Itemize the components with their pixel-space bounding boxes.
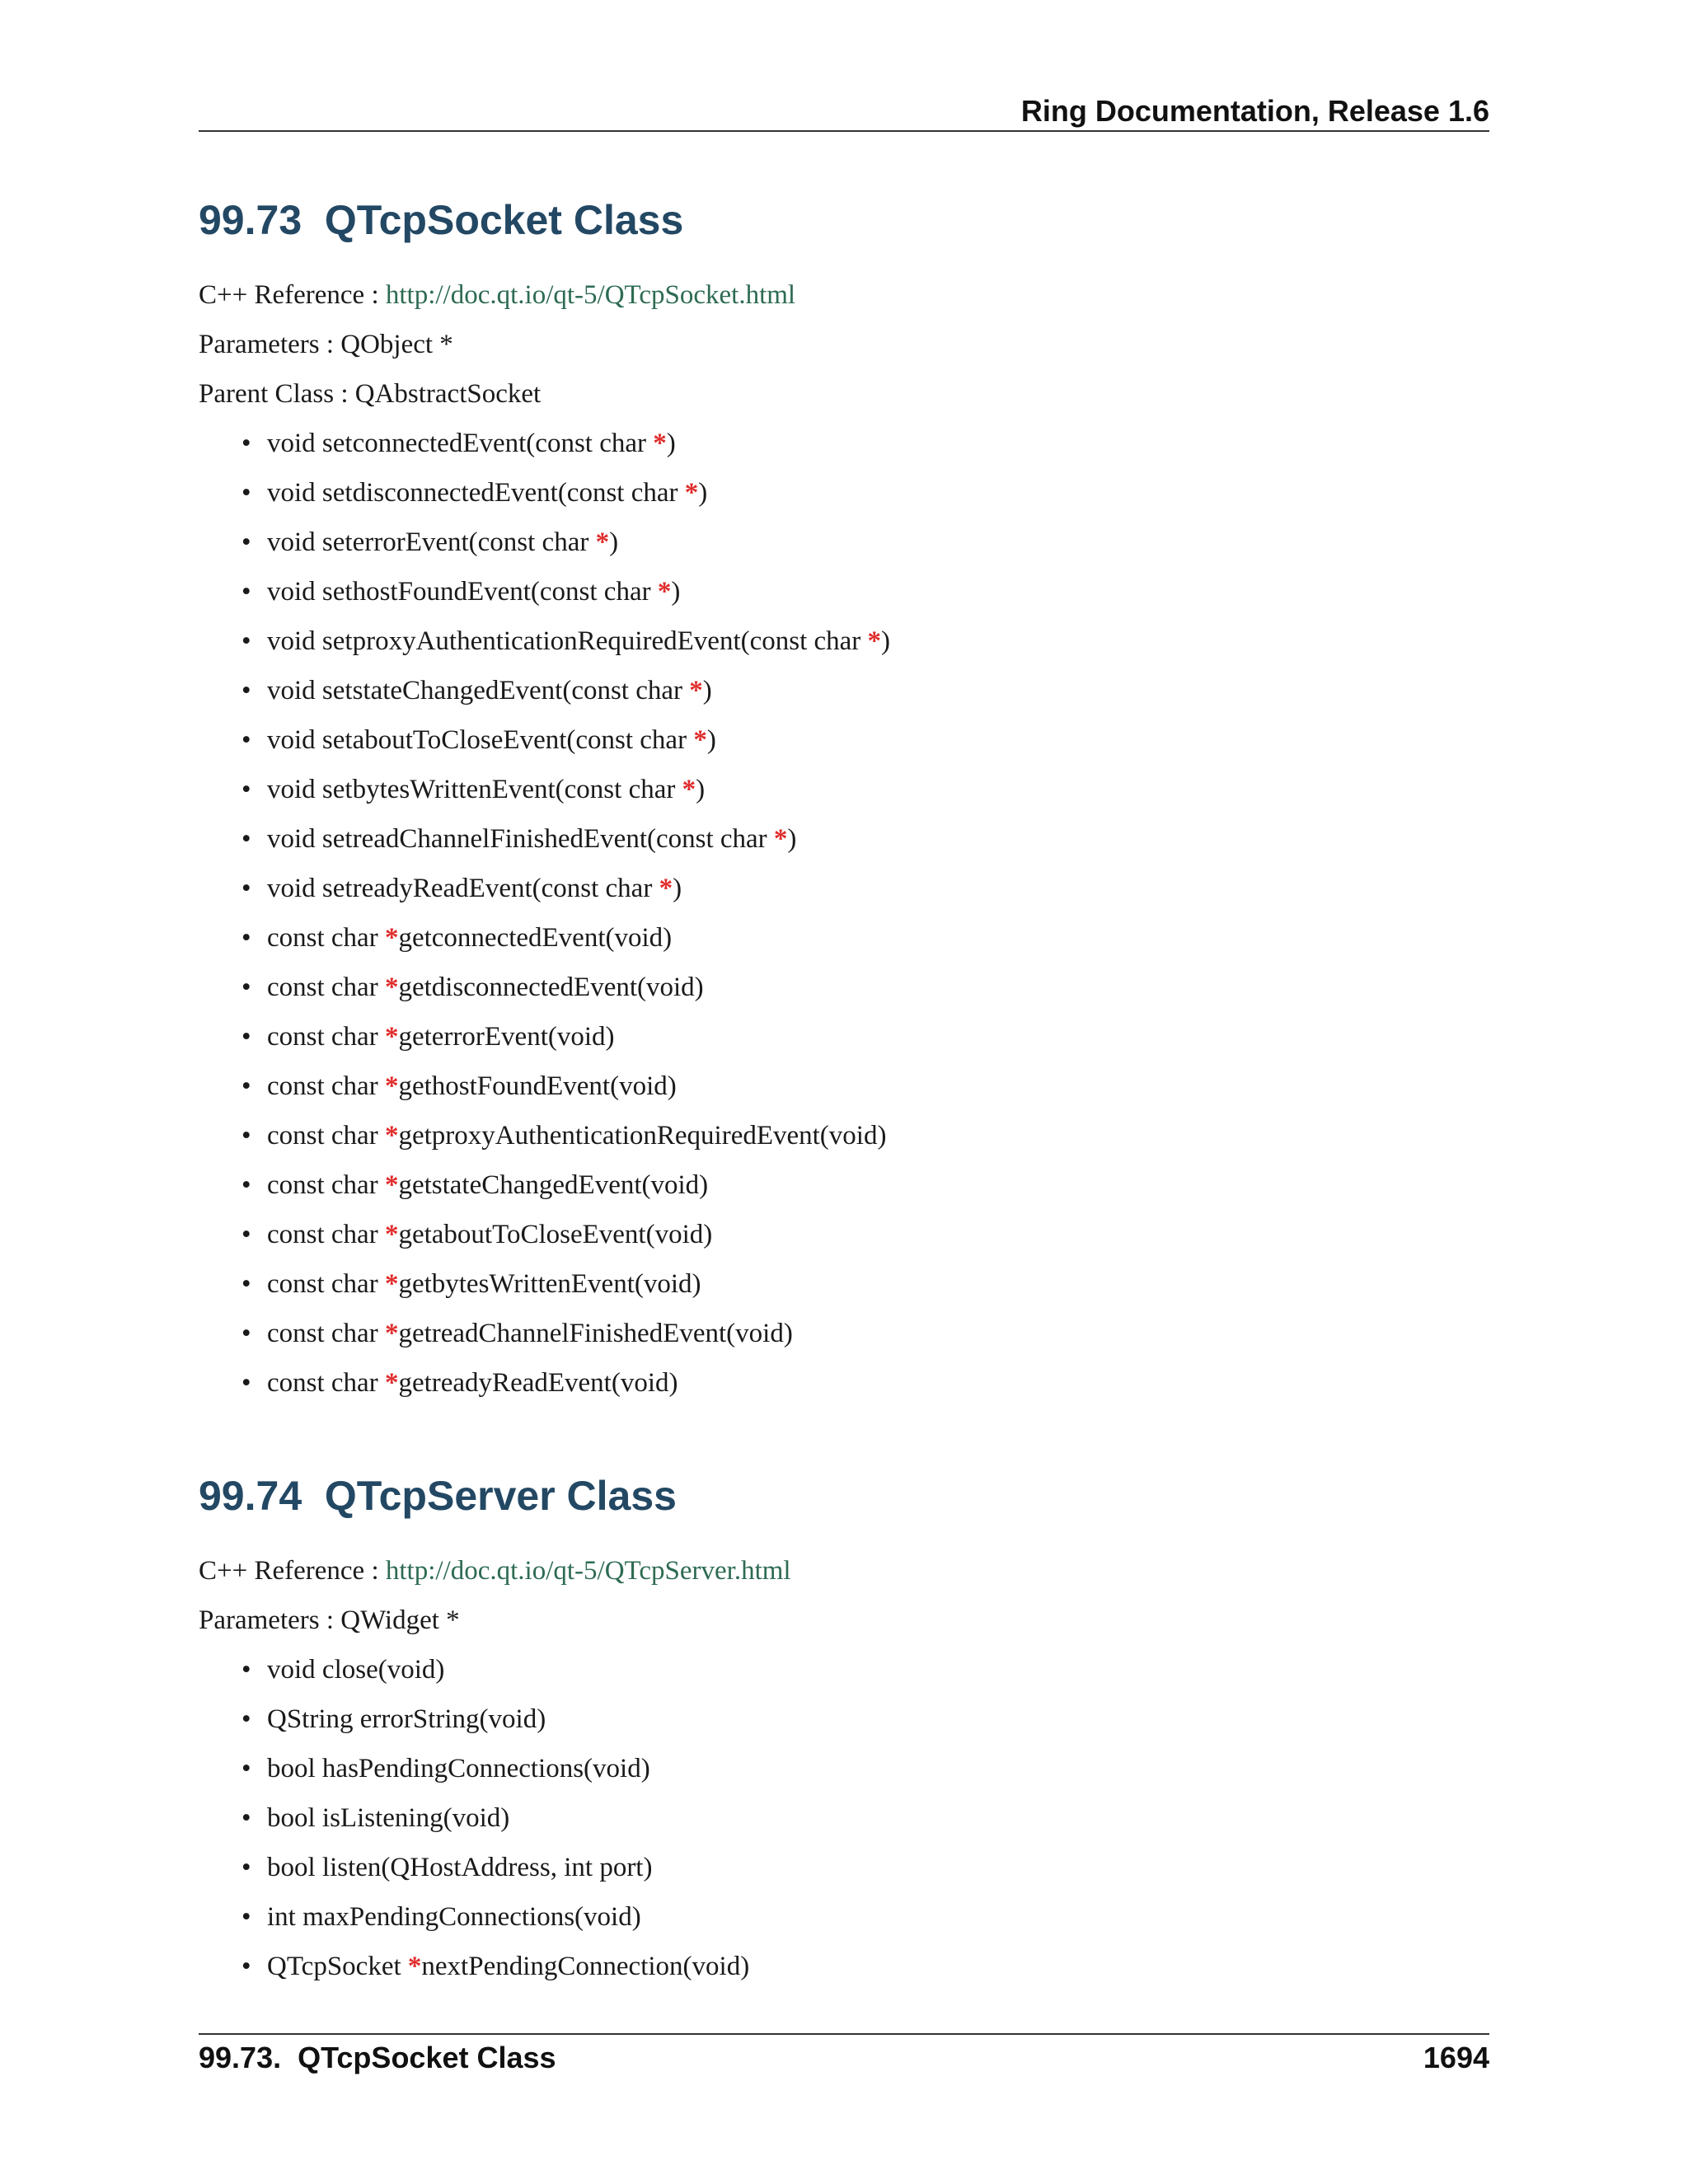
method-text: )	[702, 676, 712, 705]
pointer-asterisk: *	[384, 1170, 399, 1200]
method-item	[199, 1358, 1489, 1408]
cpp-reference	[199, 270, 1489, 320]
pointer-asterisk: *	[773, 824, 788, 854]
method-text: getaboutToCloseEvent(void)	[398, 1220, 713, 1249]
method-item	[199, 1744, 1489, 1793]
bullet-icon: •	[241, 429, 251, 458]
cpp-reference-link[interactable]: http://doc.qt.io/qt-5/QTcpSocket.html	[385, 280, 796, 310]
method-text: )	[698, 478, 708, 508]
bullet-icon: •	[241, 1022, 251, 1052]
method-text: )	[673, 874, 682, 903]
bullet-icon: •	[241, 1170, 251, 1200]
bullet-icon: •	[241, 824, 251, 854]
section-heading: 99.74 QTcpServer Class	[199, 1473, 677, 1519]
method-item	[199, 715, 1489, 765]
method-list	[199, 1645, 1489, 1991]
pointer-asterisk: *	[384, 923, 399, 953]
method-text: )	[787, 824, 797, 854]
method-item	[199, 1645, 1489, 1694]
method-item	[199, 1160, 1489, 1210]
method-item	[199, 1892, 1489, 1942]
method-text: void setbytesWrittenEvent(const char	[267, 775, 682, 804]
method-text: int maxPendingConnections(void)	[267, 1902, 641, 1932]
method-text: getstateChangedEvent(void)	[398, 1170, 709, 1200]
method-text: )	[696, 775, 706, 804]
section-qtcpserver	[199, 1467, 1489, 1991]
method-text: QString errorString(void)	[267, 1704, 546, 1734]
bullet-icon: •	[241, 527, 251, 557]
bullet-icon: •	[241, 577, 251, 607]
pointer-asterisk: *	[407, 1952, 422, 1981]
pointer-asterisk: *	[653, 429, 667, 458]
bullet-icon: •	[241, 478, 251, 508]
method-item	[199, 1259, 1489, 1309]
method-text: void seterrorEvent(const char	[267, 527, 596, 557]
method-item	[199, 963, 1489, 1012]
method-text: bool hasPendingConnections(void)	[267, 1754, 650, 1783]
method-text: getbytesWrittenEvent(void)	[398, 1269, 701, 1299]
method-text: QTcpSocket	[267, 1952, 408, 1981]
method-text: void setaboutToCloseEvent(const char	[267, 725, 694, 755]
method-item	[199, 1111, 1489, 1160]
pointer-asterisk: *	[384, 1220, 399, 1249]
method-text: getproxyAuthenticationRequiredEvent(void)	[398, 1121, 887, 1151]
method-item	[199, 1012, 1489, 1062]
method-text: void setreadChannelFinishedEvent(const char	[267, 824, 774, 854]
bullet-icon: •	[241, 1220, 251, 1249]
pointer-asterisk: *	[659, 874, 673, 903]
method-text: void setproxyAuthenticationRequiredEvent(const char	[267, 626, 868, 656]
method-item	[199, 666, 1489, 715]
method-item	[199, 419, 1489, 468]
method-text: void close(void)	[267, 1655, 445, 1685]
bullet-icon: •	[241, 1071, 251, 1101]
method-text: )	[706, 725, 716, 755]
method-item	[199, 468, 1489, 518]
method-text: )	[609, 527, 619, 557]
method-item	[199, 913, 1489, 963]
method-item	[199, 1843, 1489, 1892]
bullet-icon: •	[241, 972, 251, 1002]
method-text: getreadyReadEvent(void)	[398, 1368, 678, 1398]
pointer-asterisk: *	[384, 1071, 399, 1101]
method-text: void sethostFoundEvent(const char	[267, 577, 658, 607]
bullet-icon: •	[241, 874, 251, 903]
bullet-icon: •	[241, 1704, 251, 1734]
pointer-asterisk: *	[384, 1319, 399, 1348]
pointer-asterisk: *	[684, 478, 699, 508]
pointer-asterisk: *	[384, 972, 399, 1002]
method-text: nextPendingConnection(void)	[421, 1952, 750, 1981]
bullet-icon: •	[241, 1368, 251, 1398]
running-header: Ring Documentation, Release 1.6	[1020, 94, 1489, 128]
method-item	[199, 1210, 1489, 1259]
cpp-reference	[199, 1546, 1489, 1596]
pointer-asterisk: *	[657, 577, 672, 607]
method-item	[199, 814, 1489, 864]
method-text: )	[881, 626, 891, 656]
method-item	[199, 518, 1489, 567]
bullet-icon: •	[241, 775, 251, 804]
method-text: geterrorEvent(void)	[398, 1022, 615, 1052]
bullet-icon: •	[241, 626, 251, 656]
pointer-asterisk: *	[384, 1121, 399, 1151]
bullet-icon: •	[241, 1754, 251, 1783]
method-text: )	[671, 577, 681, 607]
method-text: )	[666, 429, 676, 458]
method-text: const char	[267, 972, 385, 1002]
pointer-asterisk: *	[595, 527, 610, 557]
method-text: getdisconnectedEvent(void)	[398, 972, 704, 1002]
footer-rule	[199, 2033, 1489, 2035]
method-text: void setreadyReadEvent(const char	[267, 874, 659, 903]
method-text: const char	[267, 1319, 385, 1348]
method-item	[199, 1942, 1489, 1991]
method-text: const char	[267, 1022, 385, 1052]
parameters-line: Parameters : QWidget *	[199, 1605, 460, 1635]
cpp-reference-label: C++ Reference :	[199, 280, 386, 310]
parent-class-line: Parent Class : QAbstractSocket	[199, 379, 542, 409]
method-text: bool listen(QHostAddress, int port)	[267, 1853, 653, 1882]
page-number: 1694	[1423, 2041, 1489, 2074]
bullet-icon: •	[241, 1902, 251, 1932]
pointer-asterisk: *	[384, 1368, 399, 1398]
method-text: const char	[267, 923, 385, 953]
method-text: getreadChannelFinishedEvent(void)	[398, 1319, 793, 1348]
method-text: const char	[267, 1368, 385, 1398]
method-text: const char	[267, 1220, 385, 1249]
method-item	[199, 765, 1489, 814]
method-item	[199, 567, 1489, 616]
section-heading: 99.73 QTcpSocket Class	[199, 197, 684, 243]
method-text: void setconnectedEvent(const char	[267, 429, 654, 458]
footer-section-title: 99.73. QTcpSocket Class	[199, 2041, 556, 2074]
method-item	[199, 1062, 1489, 1111]
method-item	[199, 1309, 1489, 1358]
pointer-asterisk: *	[682, 775, 696, 804]
bullet-icon: •	[241, 1655, 251, 1685]
header-rule	[199, 130, 1489, 132]
method-text: const char	[267, 1071, 385, 1101]
method-text: gethostFoundEvent(void)	[398, 1071, 677, 1101]
cpp-reference-link[interactable]: http://doc.qt.io/qt-5/QTcpServer.html	[385, 1556, 791, 1586]
cpp-reference-label: C++ Reference :	[199, 1556, 386, 1586]
method-item	[199, 616, 1489, 666]
bullet-icon: •	[241, 1319, 251, 1348]
method-text: void setstateChangedEvent(const char	[267, 676, 690, 705]
pointer-asterisk: *	[384, 1269, 399, 1299]
method-text: const char	[267, 1170, 385, 1200]
method-item	[199, 1694, 1489, 1744]
method-text: void setdisconnectedEvent(const char	[267, 478, 685, 508]
bullet-icon: •	[241, 1121, 251, 1151]
bullet-icon: •	[241, 1803, 251, 1833]
method-text: const char	[267, 1269, 385, 1299]
parameters-line: Parameters : QObject *	[199, 330, 453, 359]
method-list	[199, 419, 1489, 1408]
method-text: const char	[267, 1121, 385, 1151]
bullet-icon: •	[241, 1269, 251, 1299]
method-item	[199, 1793, 1489, 1843]
pointer-asterisk: *	[867, 626, 882, 656]
method-text: bool isListening(void)	[267, 1803, 510, 1833]
bullet-icon: •	[241, 1952, 251, 1981]
pointer-asterisk: *	[693, 725, 707, 755]
bullet-icon: •	[241, 923, 251, 953]
bullet-icon: •	[241, 725, 251, 755]
pointer-asterisk: *	[689, 676, 703, 705]
method-text: getconnectedEvent(void)	[398, 923, 673, 953]
method-item	[199, 864, 1489, 913]
section-qtcpsocket	[199, 191, 1489, 1408]
pointer-asterisk: *	[384, 1022, 399, 1052]
bullet-icon: •	[241, 1853, 251, 1882]
bullet-icon: •	[241, 676, 251, 705]
